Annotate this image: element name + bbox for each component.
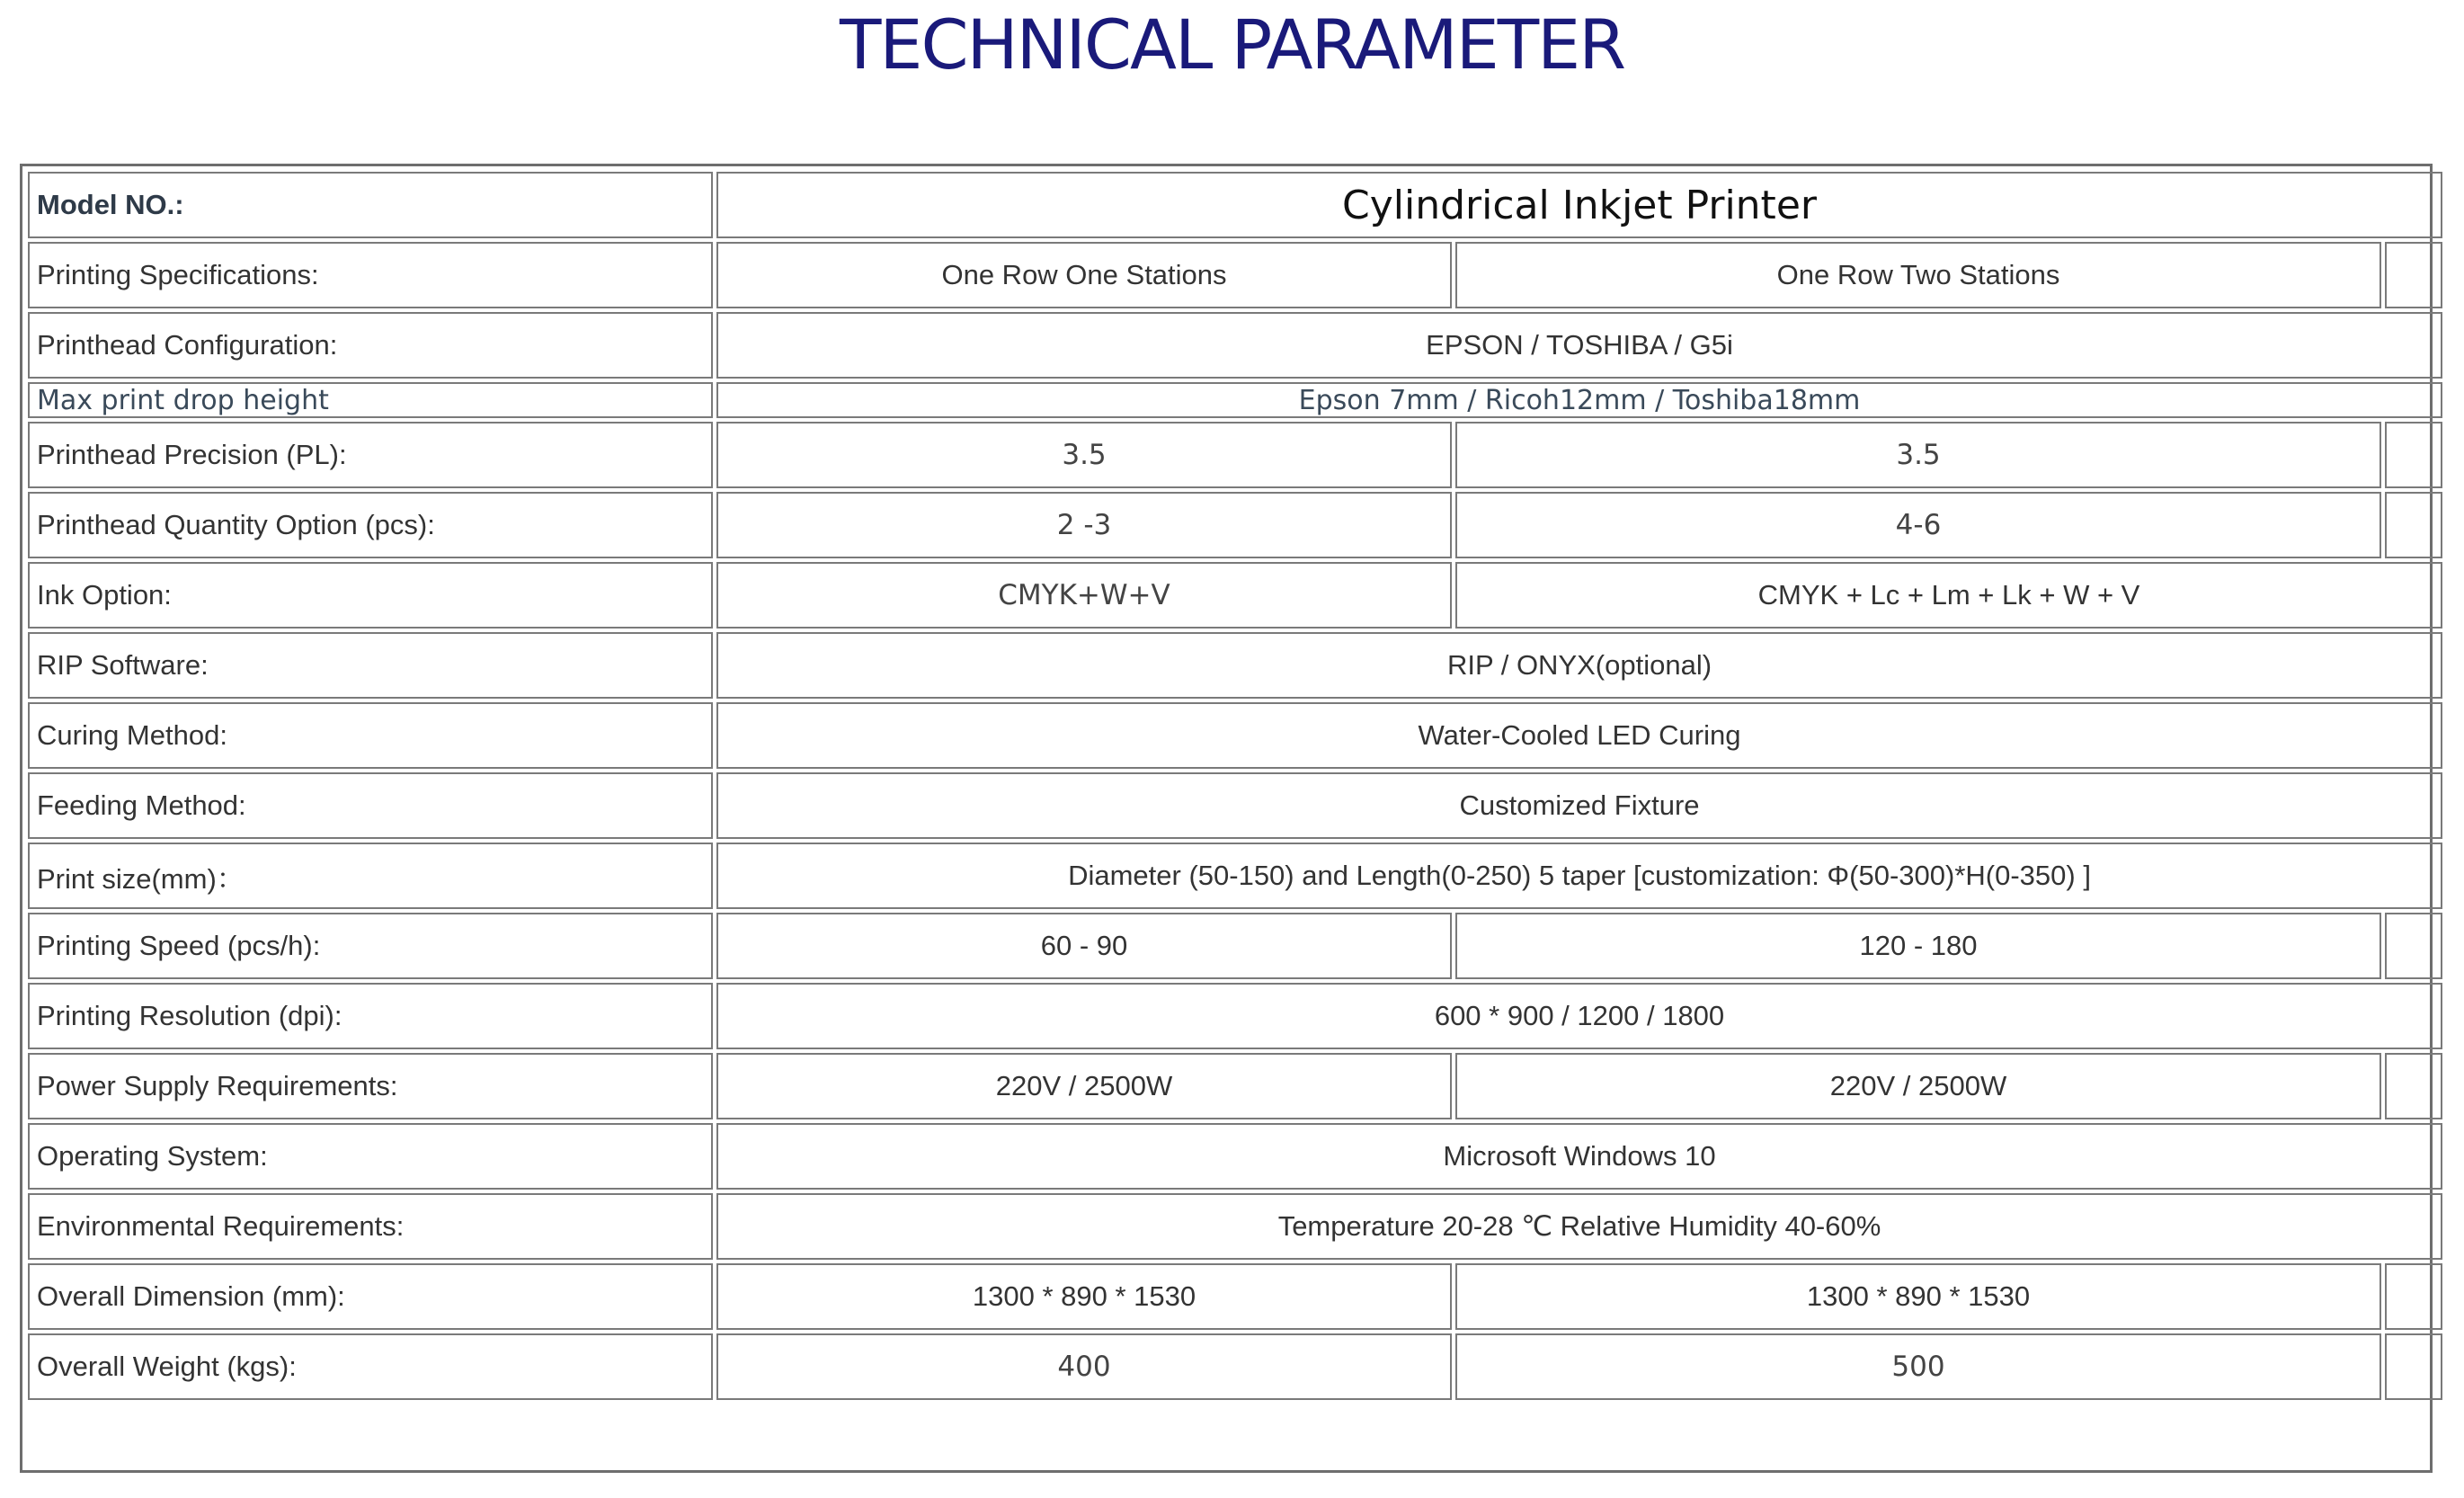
table-row-max-print-drop-height (28, 382, 2442, 418)
row-value: Customized Fixture (716, 772, 2442, 839)
row-label: Printhead Precision (PL): (28, 422, 713, 488)
row-label: Ink Option: (28, 562, 713, 629)
row-label: Overall Dimension (mm): (28, 1263, 713, 1330)
row-value-left: 1300 * 890 * 1530 (716, 1263, 1452, 1330)
row-value: EPSON / TOSHIBA / G5i (716, 312, 2442, 379)
row-value-left: CMYK+W+V (716, 562, 1452, 629)
row-label: Overall Weight (kgs): (28, 1333, 713, 1400)
table-row-rip-software (28, 632, 2442, 699)
row-value-right: 500 (1455, 1333, 2381, 1400)
row-value-right: CMYK + Lc + Lm + Lk + W + V (1455, 562, 2442, 629)
row-label: Print size(mm)： (28, 843, 713, 909)
row-value-left: 3.5 (716, 422, 1452, 488)
row-value-left: One Row One Stations (716, 242, 1452, 308)
row-label: Printhead Quantity Option (pcs): (28, 492, 713, 558)
table-row-print-size (28, 843, 2442, 909)
row-value-left: 2 -3 (716, 492, 1452, 558)
table-row-printhead-configuration (28, 312, 2442, 379)
empty-cell (2385, 913, 2442, 979)
empty-cell (2385, 242, 2442, 308)
row-label: Printhead Configuration: (28, 312, 713, 379)
row-label: Model NO.: (28, 172, 713, 238)
table-row-curing-method (28, 702, 2442, 769)
row-value-right: 120 - 180 (1455, 913, 2381, 979)
row-label: Feeding Method: (28, 772, 713, 839)
empty-cell (2385, 1263, 2442, 1330)
row-value-left: 400 (716, 1333, 1452, 1400)
row-value: Epson 7mm / Ricoh12mm / Toshiba18mm (716, 382, 2442, 418)
row-value: RIP / ONYX(optional) (716, 632, 2442, 699)
row-label: Printing Specifications: (28, 242, 713, 308)
row-value: Cylindrical Inkjet Printer (716, 172, 2442, 238)
table-row-operating-system (28, 1123, 2442, 1190)
row-label: Printing Speed (pcs/h): (28, 913, 713, 979)
row-value: Temperature 20-28 ℃ Relative Humidity 40-60% (716, 1193, 2442, 1260)
table-row-printing-resolution (28, 983, 2442, 1049)
row-value: Water-Cooled LED Curing (716, 702, 2442, 769)
row-value-left: 220V / 2500W (716, 1053, 1452, 1119)
row-label: Power Supply Requirements: (28, 1053, 713, 1119)
table-row-printhead-quantity (28, 492, 2442, 558)
row-value-right: 220V / 2500W (1455, 1053, 2381, 1119)
row-value-right: 4-6 (1455, 492, 2381, 558)
row-value-right: 1300 * 890 * 1530 (1455, 1263, 2381, 1330)
empty-cell (2385, 422, 2442, 488)
row-value: Microsoft Windows 10 (716, 1123, 2442, 1190)
row-label: Max print drop height (28, 382, 713, 418)
row-label: Operating System: (28, 1123, 713, 1190)
table-row-ink-option (28, 562, 2442, 629)
row-value: 600 * 900 / 1200 / 1800 (716, 983, 2442, 1049)
page-title: TECHNICAL PARAMETER (840, 4, 1624, 85)
table-row-printhead-precision (28, 422, 2442, 488)
table-row-power-supply (28, 1053, 2442, 1119)
spec-table-frame (20, 164, 2433, 1473)
table-row-overall-dimension (28, 1263, 2442, 1330)
table-row-printing-specifications (28, 242, 2442, 308)
table-row-overall-weight (28, 1333, 2442, 1400)
row-value-right: 3.5 (1455, 422, 2381, 488)
row-label: Printing Resolution (dpi): (28, 983, 713, 1049)
row-label: RIP Software: (28, 632, 713, 699)
spec-table (24, 168, 2446, 1404)
empty-cell (2385, 1053, 2442, 1119)
row-label: Environmental Requirements: (28, 1193, 713, 1260)
row-value-right: One Row Two Stations (1455, 242, 2381, 308)
row-value: Diameter (50-150) and Length(0-250) 5 taper [customization: Φ(50-300)*H(0-350) ] (716, 843, 2442, 909)
table-row-environmental-requirements (28, 1193, 2442, 1260)
empty-cell (2385, 492, 2442, 558)
table-row-model (28, 172, 2442, 238)
table-row-feeding-method (28, 772, 2442, 839)
empty-cell (2385, 1333, 2442, 1400)
row-label: Curing Method: (28, 702, 713, 769)
table-row-printing-speed (28, 913, 2442, 979)
row-value-left: 60 - 90 (716, 913, 1452, 979)
